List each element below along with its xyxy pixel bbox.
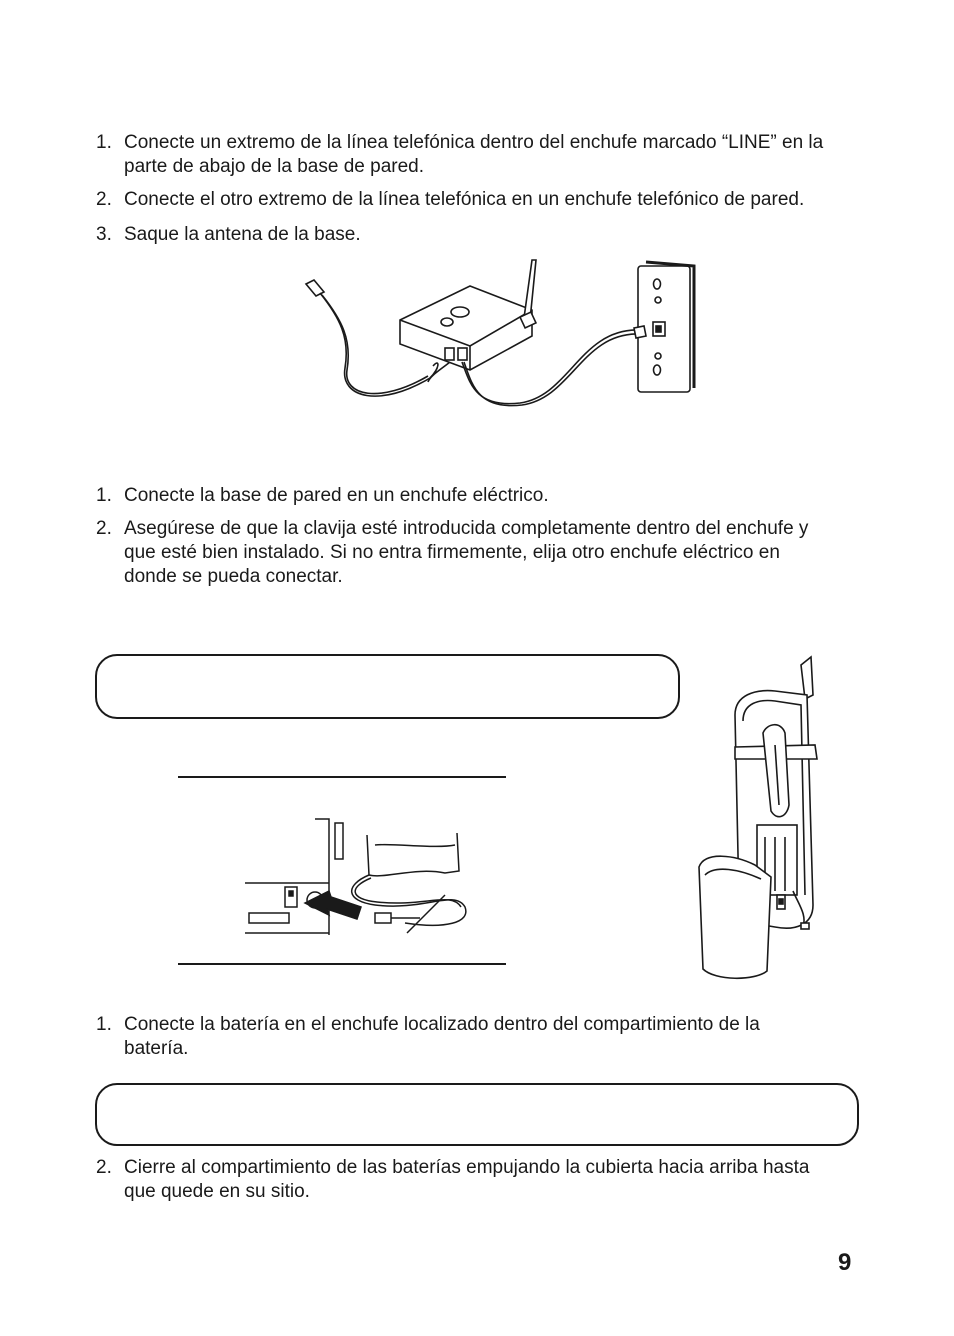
note-box — [95, 1083, 859, 1146]
step-1-2 — [96, 188, 856, 212]
inset-top-rule — [178, 776, 506, 778]
step-text: Asegúrese de que la clavija esté introducida completamente dentro del enchufe y que esté bien instalado. Si no entra firmemente, elija otro enchufe eléctrico en donde se pueda conectar. — [124, 518, 809, 587]
step-1-3 — [96, 223, 856, 247]
step-number: 2. — [96, 1157, 112, 1178]
section-heading-box — [95, 654, 680, 719]
step-number: 2. — [96, 189, 112, 210]
step-3-1 — [96, 1013, 816, 1061]
step-number: 3. — [96, 224, 112, 245]
step-text: Conecte la base de pared en un enchufe eléctrico. — [124, 485, 549, 506]
step-text: Conecte la batería en el enchufe localizado dentro del compartimiento de la batería. — [124, 1014, 760, 1059]
inset-bottom-rule — [178, 963, 506, 965]
base-and-wall-jack-illustration — [300, 258, 700, 418]
battery-connector-illustration — [245, 815, 485, 940]
step-number: 1. — [96, 485, 112, 506]
step-1-1 — [96, 131, 856, 179]
step-text: Saque la antena de la base. — [124, 224, 361, 245]
step-text: Conecte el otro extremo de la línea telefónica en un enchufe telefónico de pared. — [124, 189, 805, 210]
step-number: 2. — [96, 518, 112, 539]
step-2-1 — [96, 484, 856, 508]
page-number: 9 — [838, 1249, 852, 1276]
step-text: Cierre al compartimiento de las baterías empujando la cubierta hacia arriba hasta que quede en su sitio. — [124, 1157, 810, 1202]
step-3-2 — [96, 1156, 836, 1204]
step-number: 1. — [96, 1014, 112, 1035]
step-text: Conecte un extremo de la línea telefónica dentro del enchufe marcado “LINE” en la parte de abajo de la base de pared. — [124, 132, 824, 177]
step-2-2 — [96, 517, 836, 589]
handset-battery-door-illustration — [695, 655, 830, 985]
step-number: 1. — [96, 132, 112, 153]
